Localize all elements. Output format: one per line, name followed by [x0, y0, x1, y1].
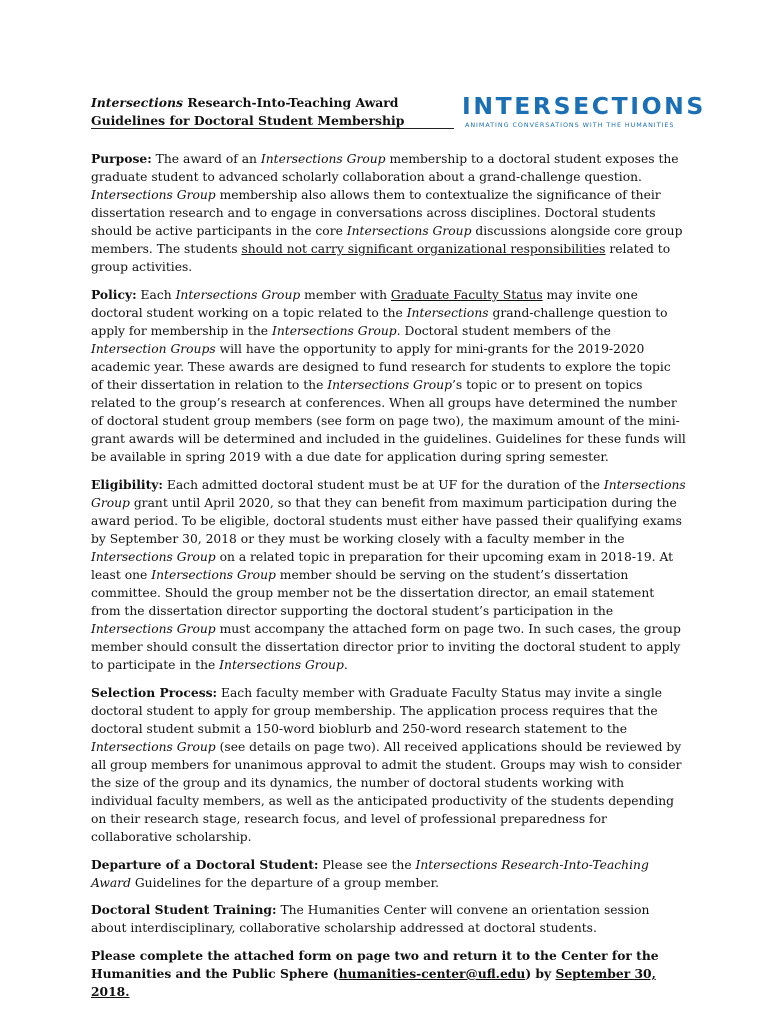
email-link[interactable]: humanities-center@ufl.edu [338, 965, 526, 981]
selection-label: Selection Process: [91, 684, 218, 700]
text: member should be serving on the student’s dissertation committee. Should the group member not be the dissertation director, an email statement from the dissertation director supporting the doctoral student’s participation in the [91, 568, 655, 619]
text: Please see the [318, 857, 416, 872]
text: grand-challenge question to apply for membership in the [91, 305, 668, 338]
text: (see details on page two). All received applications should be reviewed by all group members for unanimous approval to admit the student. Groups may wish to consider the size of the group and its dynamics, the number of doctoral students working with individual faculty members, as well as the anticipated productivity of the students depending on their research stage, research focus, and level of professional preparedness for collaborative scholarship. [91, 739, 682, 845]
document-title [91, 94, 431, 130]
title-italic: Intersections [91, 95, 184, 110]
underlined-text: should not carry significant organizational responsibilities [241, 242, 606, 257]
text: on a related topic in preparation for their upcoming exam in 2018-19. At least one [91, 549, 674, 583]
italic-term: Intersections Group [91, 188, 216, 203]
intersections-logo [462, 92, 706, 129]
italic-term: Intersections Group [271, 323, 397, 338]
italic-term: Intersections Group [91, 549, 216, 564]
text: . Doctoral student members of the [396, 323, 611, 338]
text: Each faculty member with Graduate Faculty Status may invite a single doctoral student to apply for group membership. The application process requires that the doctoral student submit a 150-word bioblurb and 250-word research statement to the [91, 685, 663, 736]
text: Each [136, 287, 176, 302]
text: related to group activities. [91, 242, 671, 275]
text: The award of an [151, 152, 261, 166]
text: Guidelines for the departure of a group member. [130, 875, 440, 890]
document-body [91, 150, 686, 1011]
text: may invite one doctoral student working on a topic related to the [91, 287, 638, 320]
italic-term: Intersections Group [151, 568, 276, 583]
purpose-paragraph [91, 150, 686, 276]
italic-term: Intersections Research-Into-Teaching Award [91, 857, 649, 890]
italic-term: Intersections [406, 305, 489, 320]
text: discussions alongside core group members. The students [91, 224, 683, 257]
policy-paragraph [91, 286, 686, 466]
header-rule [91, 128, 454, 129]
italic-term: Intersections Group [327, 378, 452, 393]
selection-paragraph [91, 684, 686, 846]
eligibility-label: Eligibility: [91, 476, 163, 492]
title-line [91, 94, 431, 112]
logo-tagline: ANIMATING CONVERSATIONS WITH THE HUMANITIES [465, 121, 675, 129]
deadline-date: September 30, 2018. [91, 965, 656, 1000]
logo-wordmark: INTERSECTIONS [462, 92, 706, 120]
document-subtitle: Guidelines for Doctoral Student Membership [91, 113, 405, 128]
closing-instruction [91, 947, 686, 1001]
text: membership also allows them to contextualize the significance of their dissertation research and to engage in conversations across disciplines. Doctoral students should be active participants in the core [91, 188, 661, 239]
italic-term: Intersections Group [260, 152, 386, 166]
title-rest: Research-Into-Teaching Award [183, 95, 399, 110]
text: ’s topic or to present on topics related to the group’s research at conferences. When all groups have determined the number of doctoral student group members (see form on page two), the maximum amount of the mini-grant awards will be determined and included in the guidelines. Guidelines for these funds will be available in spring 2019 with a due date for application during spring semester. [91, 378, 686, 465]
italic-term: Intersections Group [175, 287, 301, 302]
text: . [343, 658, 348, 673]
text: grant until April 2020, so that they can benefit from maximum participation during the award period. To be eligible, doctoral students must either have passed their qualifying exams by September 30, 2018 or they must be working closely with a faculty member in the [91, 495, 682, 546]
policy-label: Policy: [91, 286, 137, 302]
training-paragraph [91, 901, 686, 937]
underlined-text: Graduate Faculty Status [390, 287, 543, 302]
purpose-label: Purpose: [91, 151, 152, 166]
italic-term: Intersections Group [91, 622, 216, 637]
text: member with [300, 287, 391, 302]
text: membership to a doctoral student exposes the graduate student to advanced scholarly collaboration about a grand-challenge question. [91, 152, 679, 185]
italic-term: Intersections Group [91, 477, 686, 510]
text: ) by [525, 965, 556, 981]
italic-term: Intersection Groups [91, 341, 216, 356]
text: must accompany the attached form on page two. In such cases, the group member should consult the dissertation director prior to inviting the doctoral student to apply to participate in the [91, 622, 681, 673]
italic-term: Intersections Group [346, 224, 472, 239]
departure-paragraph [91, 856, 686, 892]
italic-term: Intersections Group [219, 658, 344, 673]
eligibility-paragraph [91, 476, 686, 675]
departure-label: Departure of a Doctoral Student: [91, 856, 319, 872]
training-label: Doctoral Student Training: [91, 902, 277, 918]
text: Each admitted doctoral student must be at UF for the duration of the [162, 477, 604, 492]
italic-term: Intersections Group [91, 739, 216, 754]
text: The Humanities Center will convene an orientation session about interdisciplinary, collaborative scholarship addressed at doctoral students. [91, 903, 650, 936]
text: will have the opportunity to apply for mini-grants for the 2019-2020 academic year. These awards are designed to fund research for students to explore the topic of their dissertation in relation to the [91, 341, 671, 393]
text: Please complete the attached form on page two and return it to the Center for the Humanities and the Public Sphere ( [91, 947, 659, 981]
